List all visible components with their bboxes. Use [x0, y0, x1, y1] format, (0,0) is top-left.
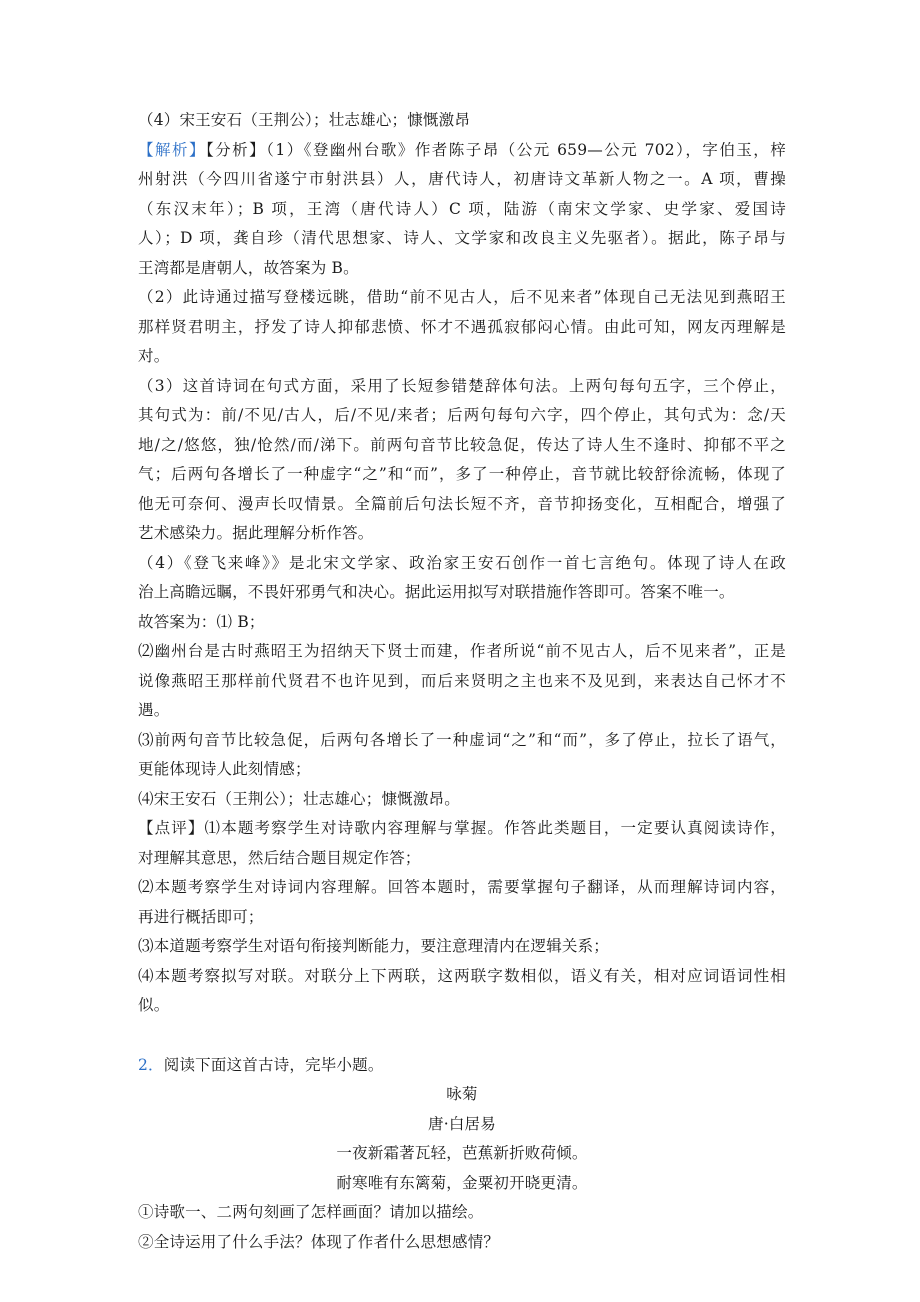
question-number: 2．	[138, 1055, 164, 1074]
analysis-line: 王湾都是唐朝人，故答案为 B。	[138, 258, 359, 277]
poem-line: 一夜新霜著瓦轻，芭蕉新折败荷倾。	[336, 1144, 588, 1162]
subquestion-2: ②全诗运用了什么手法？体现了作者什么思想感情？	[138, 1232, 500, 1251]
analysis-line: （东汉末年）；B 项，王湾（唐代诗人）C 项，陆游（南宋文学家、史学家、爱国诗	[138, 199, 786, 218]
final-answer-line: 故答案为：⑴ B；	[138, 612, 265, 631]
comment-line: 再进行概括即可；	[138, 907, 264, 926]
paragraph-2-line: 那样贤君明主，抒发了诗人抑郁悲愤、怀才不遇孤寂郁闷心情。由此可知，网友丙理解是	[138, 317, 786, 336]
answer-item-4: （4）宋王安石（王荆公）；壮志雄心；慷慨激昂	[138, 111, 471, 129]
question-2-prompt: 2．阅读下面这首古诗，完毕小题。	[138, 1055, 384, 1074]
paragraph-3-line: 地/之/悠悠，独/怆然/而/涕下。前两句音节比较急促，传达了诗人生不逢时、抑郁不平之	[138, 435, 786, 454]
content-column	[138, 106, 786, 1257]
final-answer-line: ⑶前两句音节比较急促，后两句各增长了一种虚词“之”和“而”，多了停止，拉长了语气，	[138, 730, 786, 749]
final-answer-line: ⑵幽州台是古时燕昭王为招纳天下贤士而建，作者所说“前不见古人，后不见来者”，正是	[138, 642, 786, 660]
poem-author: 唐·白居易	[428, 1114, 496, 1133]
spacer	[138, 1021, 786, 1047]
comment-line: 【点评】⑴本题考察学生对诗歌内容理解与掌握。作答此类题目，一定要认真阅读诗作，	[138, 819, 786, 837]
subquestion-1: ①诗歌一、二两句刻画了怎样画面？请加以描绘。	[138, 1203, 484, 1221]
paragraph-4-line: 治上高瞻远瞩，不畏奸邪勇气和决心。据此运用拟写对联措施作答即可。答案不唯一。	[138, 583, 735, 601]
analysis-tag: 【解析】	[138, 140, 206, 159]
paragraph-3-line: 气；后两句各增长了一种虚字“之”和“而”，多了一种停止，音节就比较舒徐流畅，体现了	[138, 465, 786, 483]
final-answer-line: 说像燕昭王那样前代贤君不也许见到，而后来贤明之主也来不及见到，来表达自己怀才不	[138, 671, 786, 690]
comment-line: 对理解其意思，然后结合题目规定作答；	[138, 848, 421, 867]
final-answer-line: 更能体现诗人此刻情感；	[138, 760, 311, 778]
comment-line: 似。	[138, 996, 170, 1014]
paragraph-3-line: 艺术感染力。据此理解分析作答。	[138, 524, 374, 542]
comment-line: ⑷本题考察拟写对联。对联分上下两联，这两联字数相似，语义有关，相对应词语词性相	[138, 966, 786, 985]
paragraph-3-line: 他无可奈何、漫声长叹情景。全篇前后句法长短不齐，音节抑扬变化，互相配合，增强了	[138, 494, 786, 513]
poem-line: 耐寒唯有东篱菊，金粟初开晓更清。	[336, 1173, 588, 1192]
final-answer-line: ⑷宋王安石（王荆公）；壮志雄心；慷慨激昂。	[138, 789, 460, 808]
paragraph-2-line: （2）此诗通过描写登楼远眺，借助“前不见古人，后不见来者”体现自己无法见到燕昭王	[138, 288, 786, 306]
comment-line: ⑶本道题考察学生对语句衔接判断能力，要注意理清内在逻辑关系；	[138, 937, 610, 955]
paragraph-2-line: 对。	[138, 347, 170, 365]
poem-title: 咏菊	[446, 1085, 478, 1103]
comment-line: ⑵本题考察学生对诗词内容理解。回答本题时，需要掌握句子翻译，从而理解诗词内容，	[138, 878, 786, 896]
paragraph-4-line: （4）《登飞来峰》》是北宋文学家、政治家王安石创作一首七言绝句。体现了诗人在政	[138, 553, 786, 572]
analysis-line: 【解析】【分析】（1）《登幽州台歌》作者陈子昂（公元 659—公元 702），字伯玉，梓	[138, 140, 786, 159]
analysis-line: 人）；D 项，龚自珍（清代思想家、诗人、文学家和改良主义先驱者）。据此，陈子昂与	[138, 229, 786, 247]
analysis-line: 州射洪（今四川省遂宁市射洪县）人，唐代诗人，初唐诗文革新人物之一。A 项，曹操	[138, 170, 786, 188]
final-answer-line: 遇。	[138, 701, 170, 719]
paragraph-3-line: 其句式为：前/不见/古人，后/不见/来者；后两句每句六字，四个停止，其句式为：念/天	[138, 406, 786, 424]
paragraph-3-line: （3）这首诗词在句式方面，采用了长短参错楚辞体句法。上两句每句五字，三个停止，	[138, 376, 786, 395]
